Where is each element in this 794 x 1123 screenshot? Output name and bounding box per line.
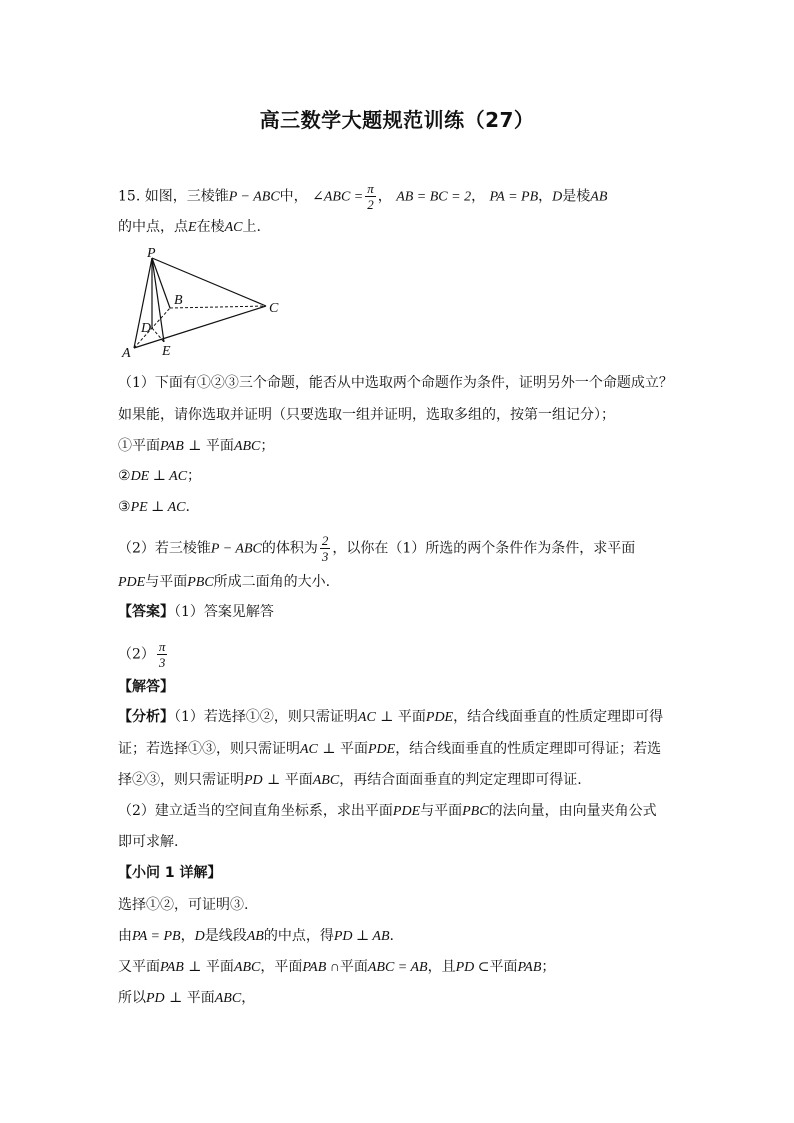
answer-line-2: （2） $\frac{\pi}{3}$: [118, 639, 166, 670]
condition-3: ③PE ⊥ AC.: [118, 499, 190, 515]
part2-line-1: （2）若三棱锥P − ABC的体积为 $\frac{2}{3}$ ，以你在（1）所选的两个条件作为条件，求平面: [118, 533, 636, 564]
label-P: P: [147, 246, 156, 261]
label-D: D: [141, 321, 152, 336]
condition-2: ②DE ⊥ AC；: [118, 468, 202, 484]
problem-number: 15.: [118, 188, 141, 205]
solution-label: 【解答】: [118, 679, 174, 695]
analysis-label: 【分析】: [118, 709, 174, 725]
label-A: A: [122, 346, 131, 360]
edge-PC: [152, 258, 266, 306]
analysis-line-5: 即可求解.: [118, 834, 179, 850]
subquestion-1-label: 【小问 1 详解】: [118, 865, 222, 881]
edge-AC: [134, 306, 266, 348]
label-B: B: [174, 293, 183, 308]
part1-line-2: 如果能，请你选取并证明（只要选取一组并证明，选取多组的，按第一组记分）；: [118, 407, 615, 423]
label-C: C: [269, 301, 279, 316]
angle-fraction: $\frac{\pi}{2}$: [367, 181, 374, 212]
problem-line-2: 的中点，点E在棱AC上.: [118, 219, 261, 235]
page-title: 高三数学大题规范训练（27）: [259, 108, 535, 132]
answer-label: 【答案】: [118, 604, 174, 620]
volume-fraction: $\frac{2}{3}$: [321, 533, 329, 564]
analysis-line-3: 择②③，则只需证明PD ⊥ 平面ABC，再结合面面垂直的判定定理即可得证.: [118, 772, 582, 788]
analysis-line-2: 证；若选择①③，则只需证明AC ⊥ 平面PDE，结合线面垂直的性质定理即可得证；若选: [118, 741, 662, 757]
condition-1: ①平面PAB ⊥ 平面ABC；: [118, 438, 275, 454]
label-E: E: [162, 344, 171, 359]
part1-line-1: （1）下面有①②③三个命题，能否从中选取两个命题作为条件，证明另外一个命题成立？: [118, 375, 673, 391]
problem-line-1: 15. 如图，三棱锥P − ABC中， ∠ABC = $\frac{\pi}{2}$ ， AB = BC = 2， PA = PB，D是棱AB: [118, 181, 608, 212]
edge-PB: [152, 258, 170, 308]
proof-line-3: 又平面PAB ⊥ 平面ABC，平面PAB ∩平面ABC = AB，且PD ⊂平面PAB；: [118, 959, 556, 975]
proof-line-1: 选择①②，可证明③.: [118, 897, 249, 913]
proof-line-4: 所以PD ⊥ 平面ABC，: [118, 990, 256, 1006]
proof-line-2: 由PA = PB，D是线段AB的中点，得PD ⊥ AB.: [118, 928, 394, 944]
analysis-line-1: 【分析】（1）若选择①②，则只需证明AC ⊥ 平面PDE，结合线面垂直的性质定理即可得: [118, 709, 664, 725]
part2-line-2: PDE与平面PBC所成二面角的大小.: [118, 574, 331, 590]
analysis-line-4: （2）建立适当的空间直角坐标系，求出平面PDE与平面PBC的法向量，由向量夹角公式: [118, 803, 657, 819]
edge-BC: [170, 306, 266, 308]
answer-line-1: 【答案】（1）答案见解答: [118, 604, 274, 620]
answer-fraction: $\frac{\pi}{3}$: [158, 639, 166, 670]
pyramid-figure: [118, 244, 288, 360]
